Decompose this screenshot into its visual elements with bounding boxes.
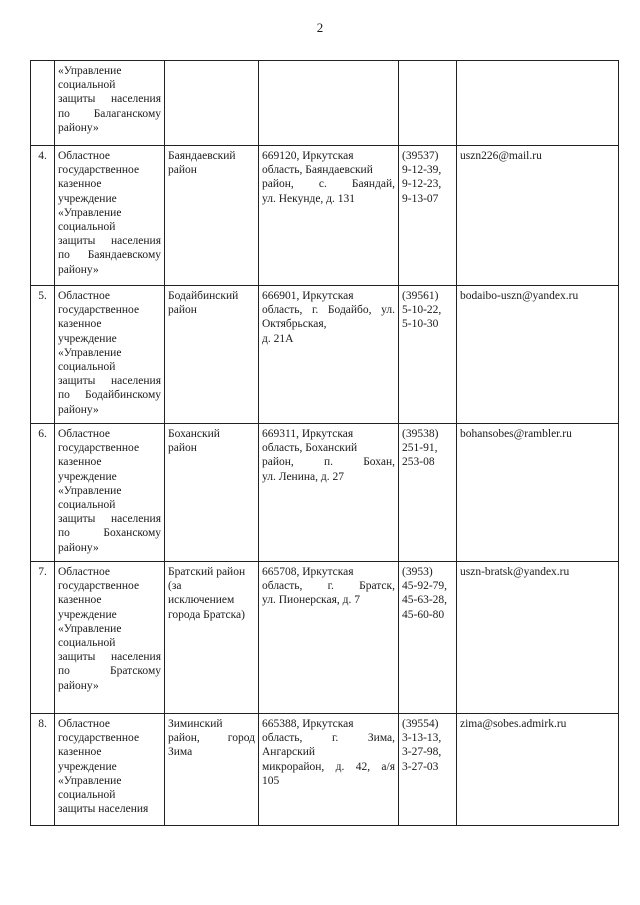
cell-line: ул. Ленина, д. 27 [262, 470, 344, 483]
cell-line: Областное [58, 290, 110, 302]
cell-line: район [168, 304, 197, 317]
postal-address [259, 424, 399, 562]
email-address: zima@sobes.admirk.ru [457, 714, 619, 826]
institution-name [55, 714, 165, 826]
territory [165, 562, 259, 714]
cell-line: Зима [168, 746, 193, 759]
table-row [31, 286, 619, 424]
cell-line: району» [58, 263, 99, 276]
cell-line: учреждение [58, 192, 117, 205]
institution-name [55, 562, 165, 714]
cell-line: социальной [58, 499, 116, 512]
cell-line: учреждение [58, 332, 117, 345]
cell-line: 45-63-28, [402, 594, 448, 607]
cell-line: область, г. Братск, [262, 580, 395, 593]
cell-line: (3953) [402, 566, 433, 578]
cell-line: по Бодайбинскому [58, 389, 161, 402]
cell-line: по Братскому [58, 665, 161, 678]
cell-line: «Управление [58, 484, 122, 497]
institution-name [55, 424, 165, 562]
cell-line: 253-08 [402, 456, 435, 469]
cell-line: район, п. Бохан, [262, 456, 395, 469]
institution-name [55, 146, 165, 286]
cell-line: микрорайон, д. 42, а/я [262, 760, 395, 773]
email-address: uszn-bratsk@yandex.ru [457, 562, 619, 714]
cell-line: защиты населения [58, 235, 161, 248]
row-number: 7. [31, 562, 55, 714]
cell-line: социальной [58, 789, 116, 802]
cell-line: Баяндаевский [168, 150, 236, 162]
cell-line: учреждение [58, 760, 117, 773]
cell-line: казенное [58, 318, 102, 331]
cell-line: область, г. Зима, [262, 732, 395, 745]
phone-numbers [399, 714, 457, 826]
cell-line: 3-27-98, [402, 746, 442, 759]
cell-line: Областное [58, 566, 110, 578]
cell-line: «Управление [58, 346, 122, 359]
territory [165, 714, 259, 826]
cell-line: область, г. Бодайбо, ул. [262, 304, 395, 317]
table-row [31, 61, 619, 146]
cell-line: область, Баяндаевский [262, 164, 373, 177]
cell-line: 665708, Иркутская [262, 566, 354, 578]
table-row [31, 146, 619, 286]
cell-line: Октябрьская, [262, 318, 327, 331]
cell-line: 665388, Иркутская [262, 718, 354, 730]
email-address [457, 61, 619, 146]
email-address: uszn226@mail.ru [457, 146, 619, 286]
cell-line: исключением [168, 594, 235, 607]
cell-line: (39561) [402, 290, 439, 302]
cell-line: район, город [168, 732, 255, 745]
cell-line: учреждение [58, 608, 117, 621]
phone-numbers [399, 61, 457, 146]
cell-line: «Управление [58, 622, 122, 635]
cell-line: району» [58, 679, 99, 692]
cell-line: казенное [58, 456, 102, 469]
row-number [31, 61, 55, 146]
territory [165, 424, 259, 562]
email-address: bohansobes@rambler.ru [457, 424, 619, 562]
cell-line: Областное [58, 428, 110, 440]
postal-address [259, 714, 399, 826]
cell-line: району» [58, 121, 99, 134]
postal-address [259, 146, 399, 286]
postal-address [259, 286, 399, 424]
phone-numbers [399, 286, 457, 424]
cell-line: область, Боханский [262, 442, 358, 455]
cell-line: «Управление [58, 206, 122, 219]
cell-line: 9-13-07 [402, 192, 439, 205]
table-row [31, 424, 619, 562]
row-number: 5. [31, 286, 55, 424]
institutions-table [30, 60, 619, 826]
territory [165, 286, 259, 424]
territory [165, 61, 259, 146]
cell-line: защиты населения [58, 375, 161, 388]
cell-line: (39538) [402, 428, 439, 440]
cell-line: учреждение [58, 470, 117, 483]
cell-line: Братский район [168, 566, 246, 578]
cell-line: «Управление [58, 774, 122, 787]
row-number: 8. [31, 714, 55, 826]
cell-line: 3-13-13, [402, 732, 442, 745]
cell-line: города Братска) [168, 608, 245, 621]
cell-line: (за [168, 580, 182, 593]
cell-line: (39537) [402, 150, 439, 162]
cell-line: 669311, Иркутская [262, 428, 354, 440]
table-body [31, 61, 619, 826]
cell-line: защиты населения [58, 93, 161, 106]
cell-line: защиты населения [58, 803, 149, 816]
cell-line: государственное [58, 304, 140, 317]
cell-line: социальной [58, 637, 116, 650]
cell-line: социальной [58, 79, 116, 92]
cell-line: 5-10-30 [402, 318, 439, 331]
cell-line: казенное [58, 178, 102, 191]
cell-line: «Управление [58, 65, 122, 77]
cell-line: по Баяндаевскому [58, 249, 161, 262]
postal-address [259, 562, 399, 714]
cell-line: социальной [58, 361, 116, 374]
cell-line: по Боханскому [58, 527, 161, 540]
cell-line: району» [58, 541, 99, 554]
phone-numbers [399, 424, 457, 562]
table-row [31, 714, 619, 826]
cell-line: защиты населения [58, 513, 161, 526]
cell-line: государственное [58, 580, 140, 593]
phone-numbers [399, 562, 457, 714]
cell-line: 669120, Иркутская [262, 150, 354, 162]
row-number: 6. [31, 424, 55, 562]
cell-line: государственное [58, 732, 140, 745]
page-number: 2 [316, 20, 324, 35]
cell-line: (39554) [402, 718, 439, 730]
territory [165, 146, 259, 286]
cell-line: район, с. Баяндай, [262, 178, 395, 191]
cell-line: д. 21А [262, 332, 294, 345]
cell-line: 45-60-80 [402, 608, 445, 621]
cell-line: 251-91, [402, 442, 438, 455]
cell-line: государственное [58, 164, 140, 177]
cell-line: Областное [58, 150, 110, 162]
email-address: bodaibo-uszn@yandex.ru [457, 286, 619, 424]
cell-line: Зиминский [168, 718, 223, 730]
cell-line: району» [58, 403, 99, 416]
cell-line: по Балаганскому [58, 107, 161, 120]
cell-line: Бодайбинский [168, 290, 239, 302]
institution-name [55, 286, 165, 424]
cell-line: Ангарский [262, 746, 316, 759]
table-row [31, 562, 619, 714]
row-number: 4. [31, 146, 55, 286]
cell-line: 45-92-79, [402, 580, 448, 593]
cell-line: район [168, 164, 197, 177]
cell-line: 666901, Иркутская [262, 290, 354, 302]
cell-line: государственное [58, 442, 140, 455]
cell-line: социальной [58, 221, 116, 234]
cell-line: 105 [262, 774, 280, 787]
phone-numbers [399, 146, 457, 286]
cell-line: 9-12-23, [402, 178, 442, 191]
cell-line: 9-12-39, [402, 164, 442, 177]
cell-line: ул. Некунде, д. 131 [262, 192, 356, 205]
cell-line: 5-10-22, [402, 304, 442, 317]
cell-line: район [168, 442, 197, 455]
cell-line: 3-27-03 [402, 760, 439, 773]
cell-line: Областное [58, 718, 110, 730]
cell-line: казенное [58, 746, 102, 759]
institution-name [55, 61, 165, 146]
cell-line: Боханский [168, 428, 220, 440]
cell-line: защиты населения [58, 651, 161, 664]
cell-line: ул. Пионерская, д. 7 [262, 594, 360, 607]
postal-address [259, 61, 399, 146]
cell-line: казенное [58, 594, 102, 607]
